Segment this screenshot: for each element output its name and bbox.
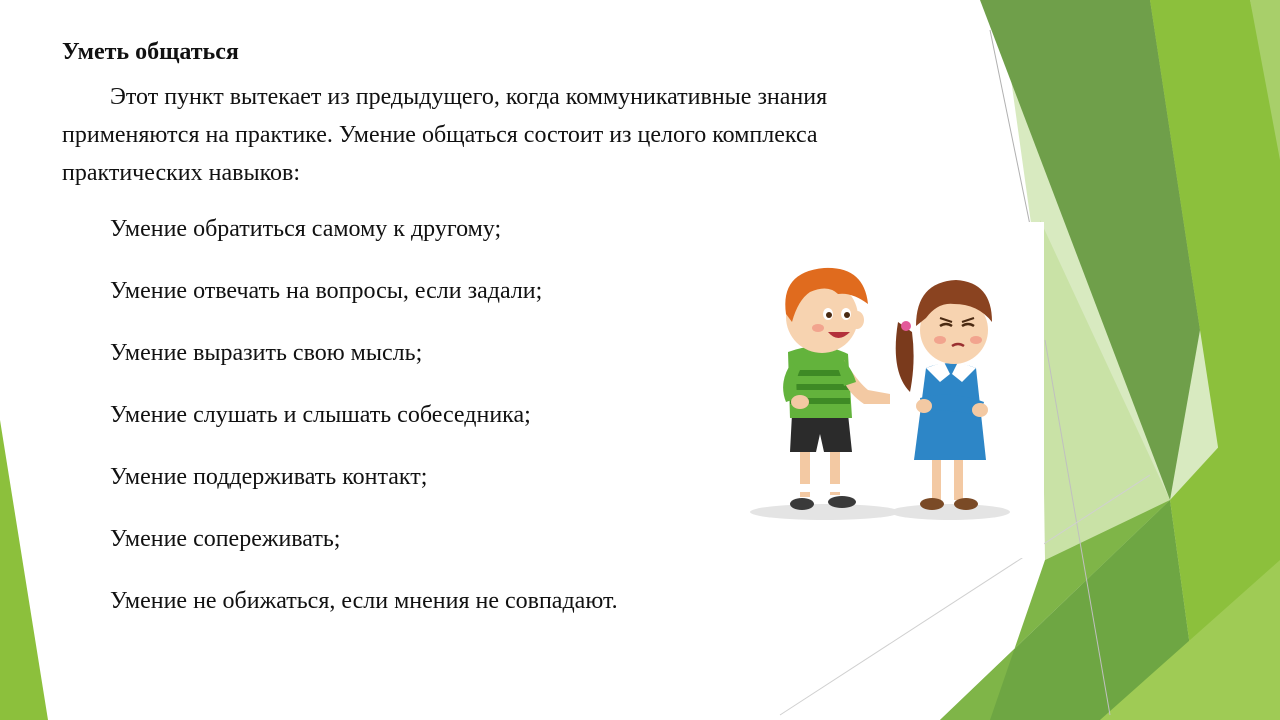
list-item: Умение слушать и слышать собеседника; — [110, 402, 531, 428]
list-item: Умение поддерживать контакт; — [110, 464, 428, 490]
boy-figure — [783, 268, 890, 510]
list-item: Умение отвечать на вопросы, если задали; — [110, 278, 543, 304]
boy-and-girl-image — [740, 222, 1044, 558]
list-item: Умение сопереживать; — [110, 526, 341, 552]
intro-paragraph: Этот пункт вытекает из предыдущего, когда коммуникативные знания применяются на практике. Умение общаться состоит из целого комплекса практических навыков: — [62, 84, 828, 186]
children-illustration — [740, 222, 1044, 558]
list-item: Умение обратиться самому к другому; — [110, 216, 502, 242]
girl-figure — [896, 280, 992, 510]
list-item: Умение не обижаться, если мнения не совпадают. — [110, 588, 618, 614]
slide-title: Уметь общаться — [62, 39, 239, 65]
list-item: Умение выразить свою мысль; — [110, 340, 423, 366]
